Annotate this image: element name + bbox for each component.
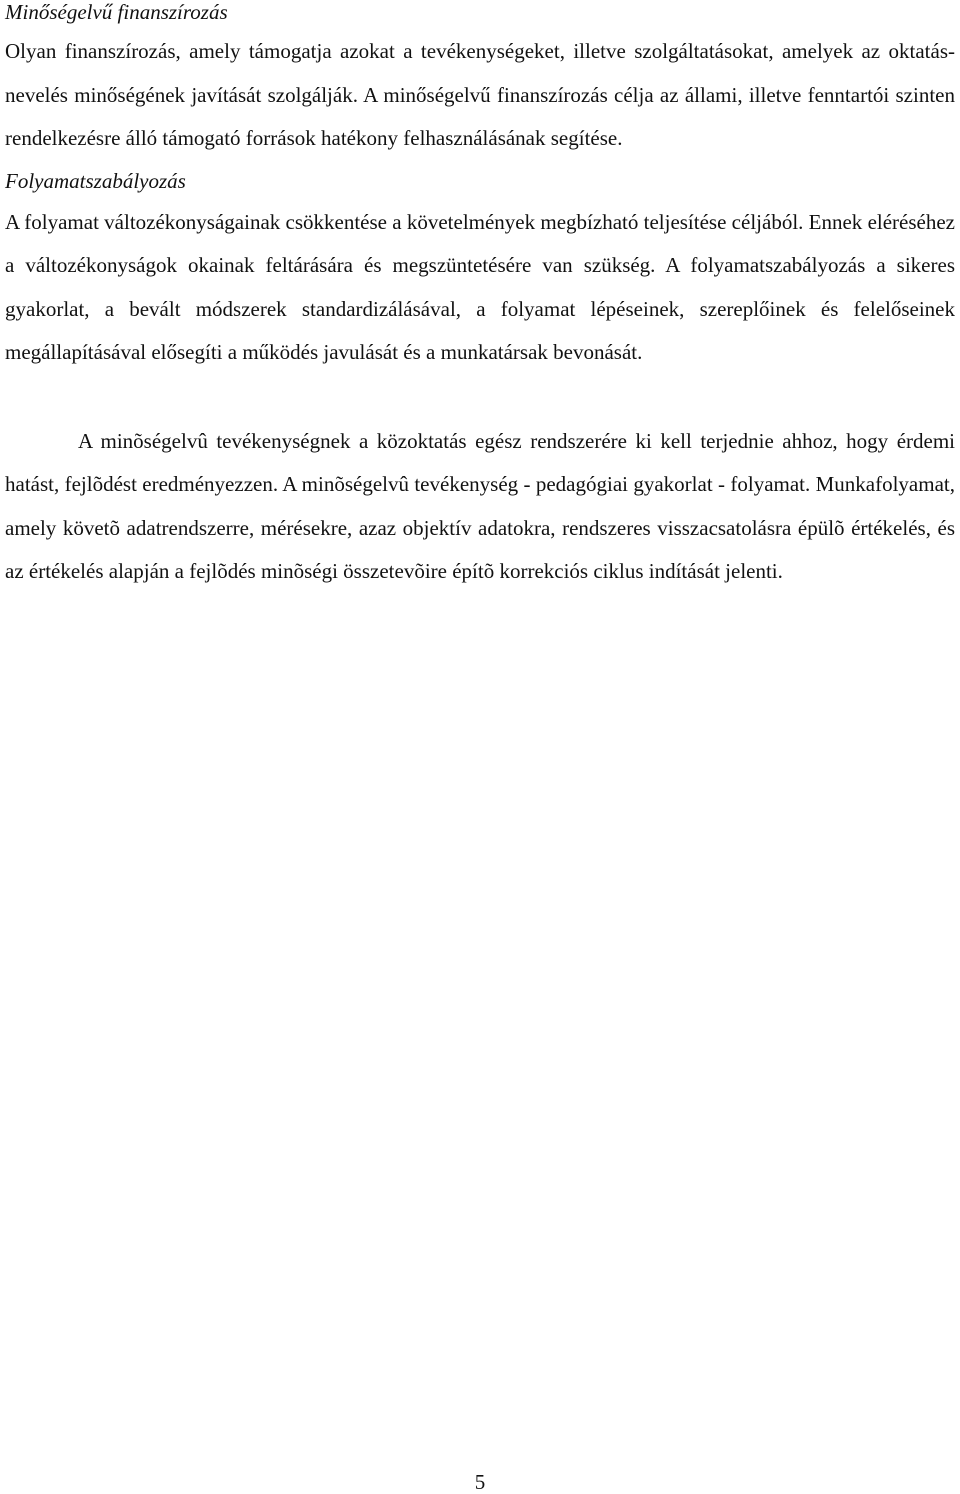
- section-heading-folyamatszabalyozas: Folyamatszabályozás: [5, 168, 186, 193]
- page-number: 5: [474, 1470, 486, 1494]
- paragraph-folyamatszabalyozas: A folyamat változékonyságainak csökkentése a követelmények megbízható teljesítése céljából. Ennek eléréséhez a változékonyságok okainak feltárására és megszüntetésére van szükség. A folyamatszabályozás a sikeres gyakorlat, a bevált módszerek standardizálásával, a folyamat lépéseinek, szereplőinek és felelőseinek megállapításával elősegíti a működés javulását és a munkatársak bevonását.: [5, 209, 955, 364]
- document-page: [5, 0, 955, 594]
- paragraph-minosegelvu-tevekenyseg: A minõségelvû tevékenységnek a közoktatás egész rendszerére ki kell terjednie ahhoz, hogy érdemi hatást, fejlõdést eredményezzen. A minõségelvû tevékenység - pedagógiai gyakorlat - folyamat. Munkafolyamat, amely követõ adatrendszerre, mérésekre, azaz objektív adatokra, rendszeres visszacsatolásra épülõ értékelés, és az értékelés alapján a fejlõdés minõségi összetevõire építõ korrekciós ciklus indítását jelenti.: [5, 428, 955, 583]
- paragraph-minosegelvu-finanszirozas: Olyan finanszírozás, amely támogatja azokat a tevékenységeket, illetve szolgáltatásokat, amelyek az oktatás-nevelés minőségének javítását szolgálják. A minőségelvű finanszírozás célja az állami, illetve fenntartói szinten rendelkezésre álló támogató források hatékony felhasználásának segítése.: [5, 39, 955, 150]
- section-heading-minosegelvu-finanszirozas: Minőségelvű finanszírozás: [5, 0, 228, 24]
